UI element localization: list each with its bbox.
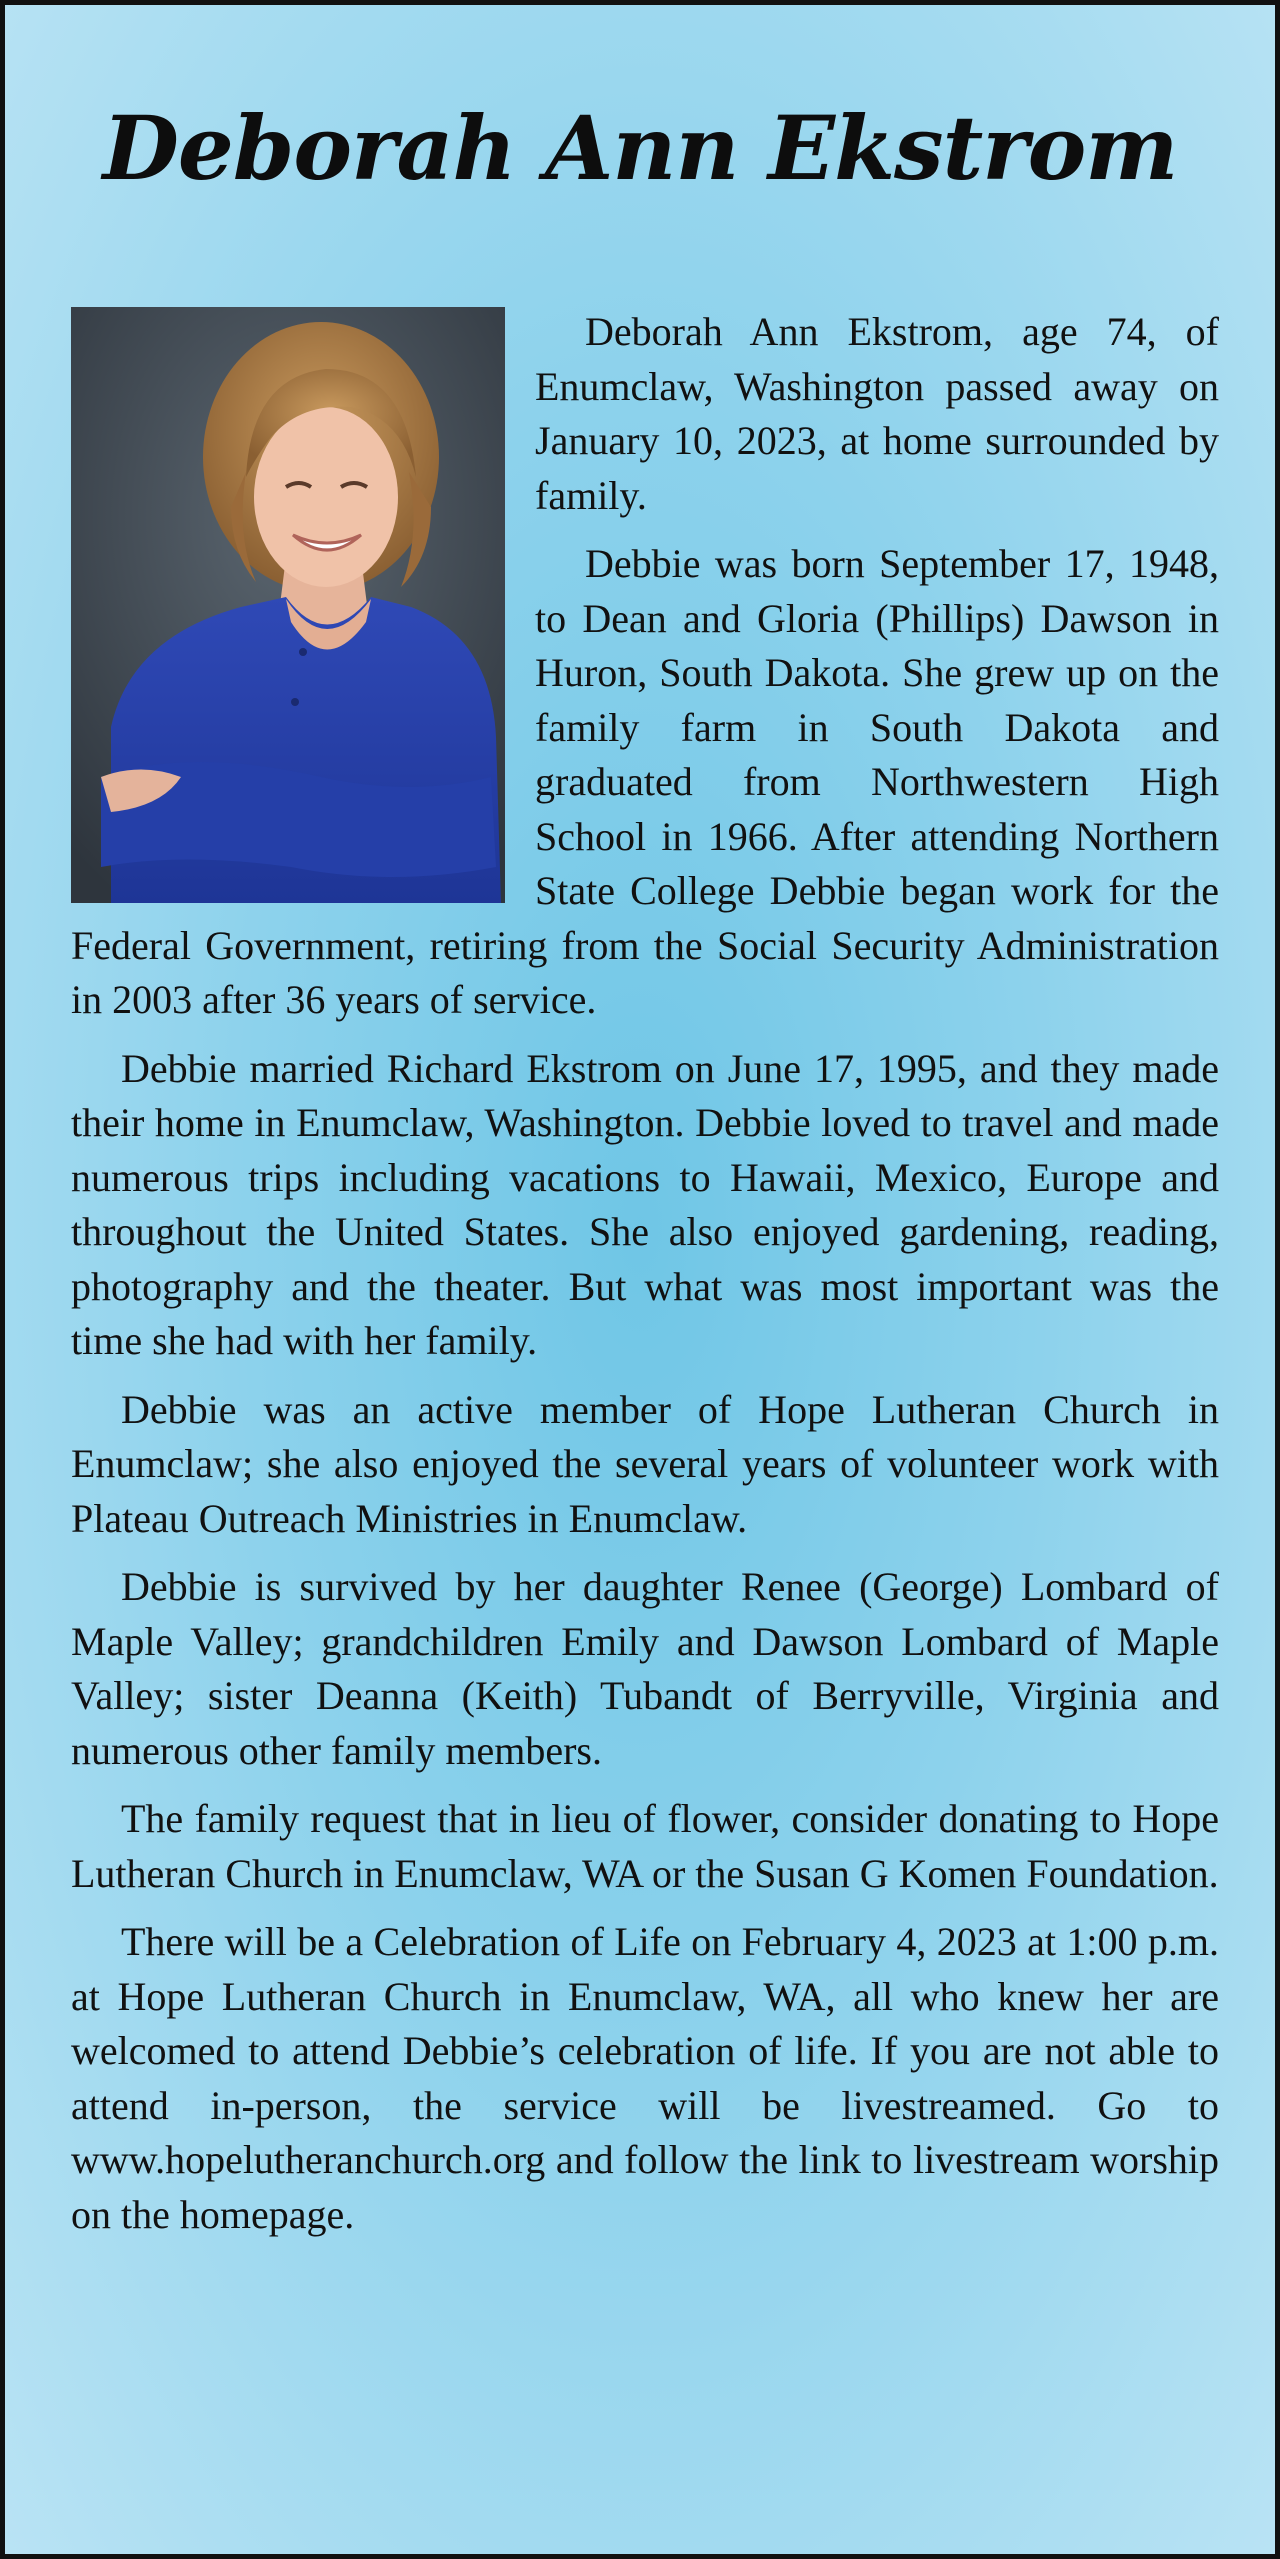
portrait-illustration: [71, 307, 505, 903]
paragraph-4: Debbie was an active member of Hope Lutheran Church in Enumclaw; she also enjoyed the several years of volunteer work with Plateau Outreach Ministries in Enumclaw.: [71, 1386, 1219, 1541]
paragraph-1: Deborah Ann Ekstrom, age 74, of Enumclaw, Washington passed away on January 10, 2023, at home surrounded by family.: [535, 309, 1219, 518]
obituary-body: [71, 305, 1219, 2256]
paragraph-3: Debbie married Richard Ekstrom on June 17, 1995, and they made their home in Enumclaw, Washington. Debbie loved to travel and made numerous trips including vacations to Hawaii, Mexico, Europe and throughout the United States. She also enjoyed gardening, reading, photography and the theater. But what was most important was the time she had with her family.: [71, 1045, 1219, 1363]
paragraph-7: There will be a Celebration of Life on February 4, 2023 at 1:00 p.m. at Hope Lutheran Church in Enumclaw, WA, all who knew her are welcomed to attend Debbie’s celebration of life. If you are not able to attend in-person, the service will be livestreamed. Go to www.hopelutheranchurch.org and follow the link to livestream worship on the homepage.: [71, 1919, 1219, 2237]
paragraph-2: Debbie was born September 17, 1948, to Dean and Gloria (Phillips) Dawson in Huron, South Dakota. She grew up on the family farm in South Dakota and graduated from Northwestern High School in 1966. After attending Northern State College Debbie began work for the Federal Government, retiring from the Social Security Administration in 2003 after 36 years of service.: [71, 541, 1219, 1022]
paragraph-5: Debbie is survived by her daughter Renee (George) Lombard of Maple Valley; grandchildren Emily and Dawson Lombard of Maple Valley; sister Deanna (Keith) Tubandt of Berryville, Virginia and numerous other family members.: [71, 1564, 1219, 1773]
obituary-title: Deborah Ann Ekstrom: [102, 96, 1178, 200]
portrait-photo: [71, 307, 505, 903]
paragraph-6: The family request that in lieu of flower, consider donating to Hope Lutheran Church in Enumclaw, WA or the Susan G Komen Foundation.: [71, 1796, 1219, 1896]
